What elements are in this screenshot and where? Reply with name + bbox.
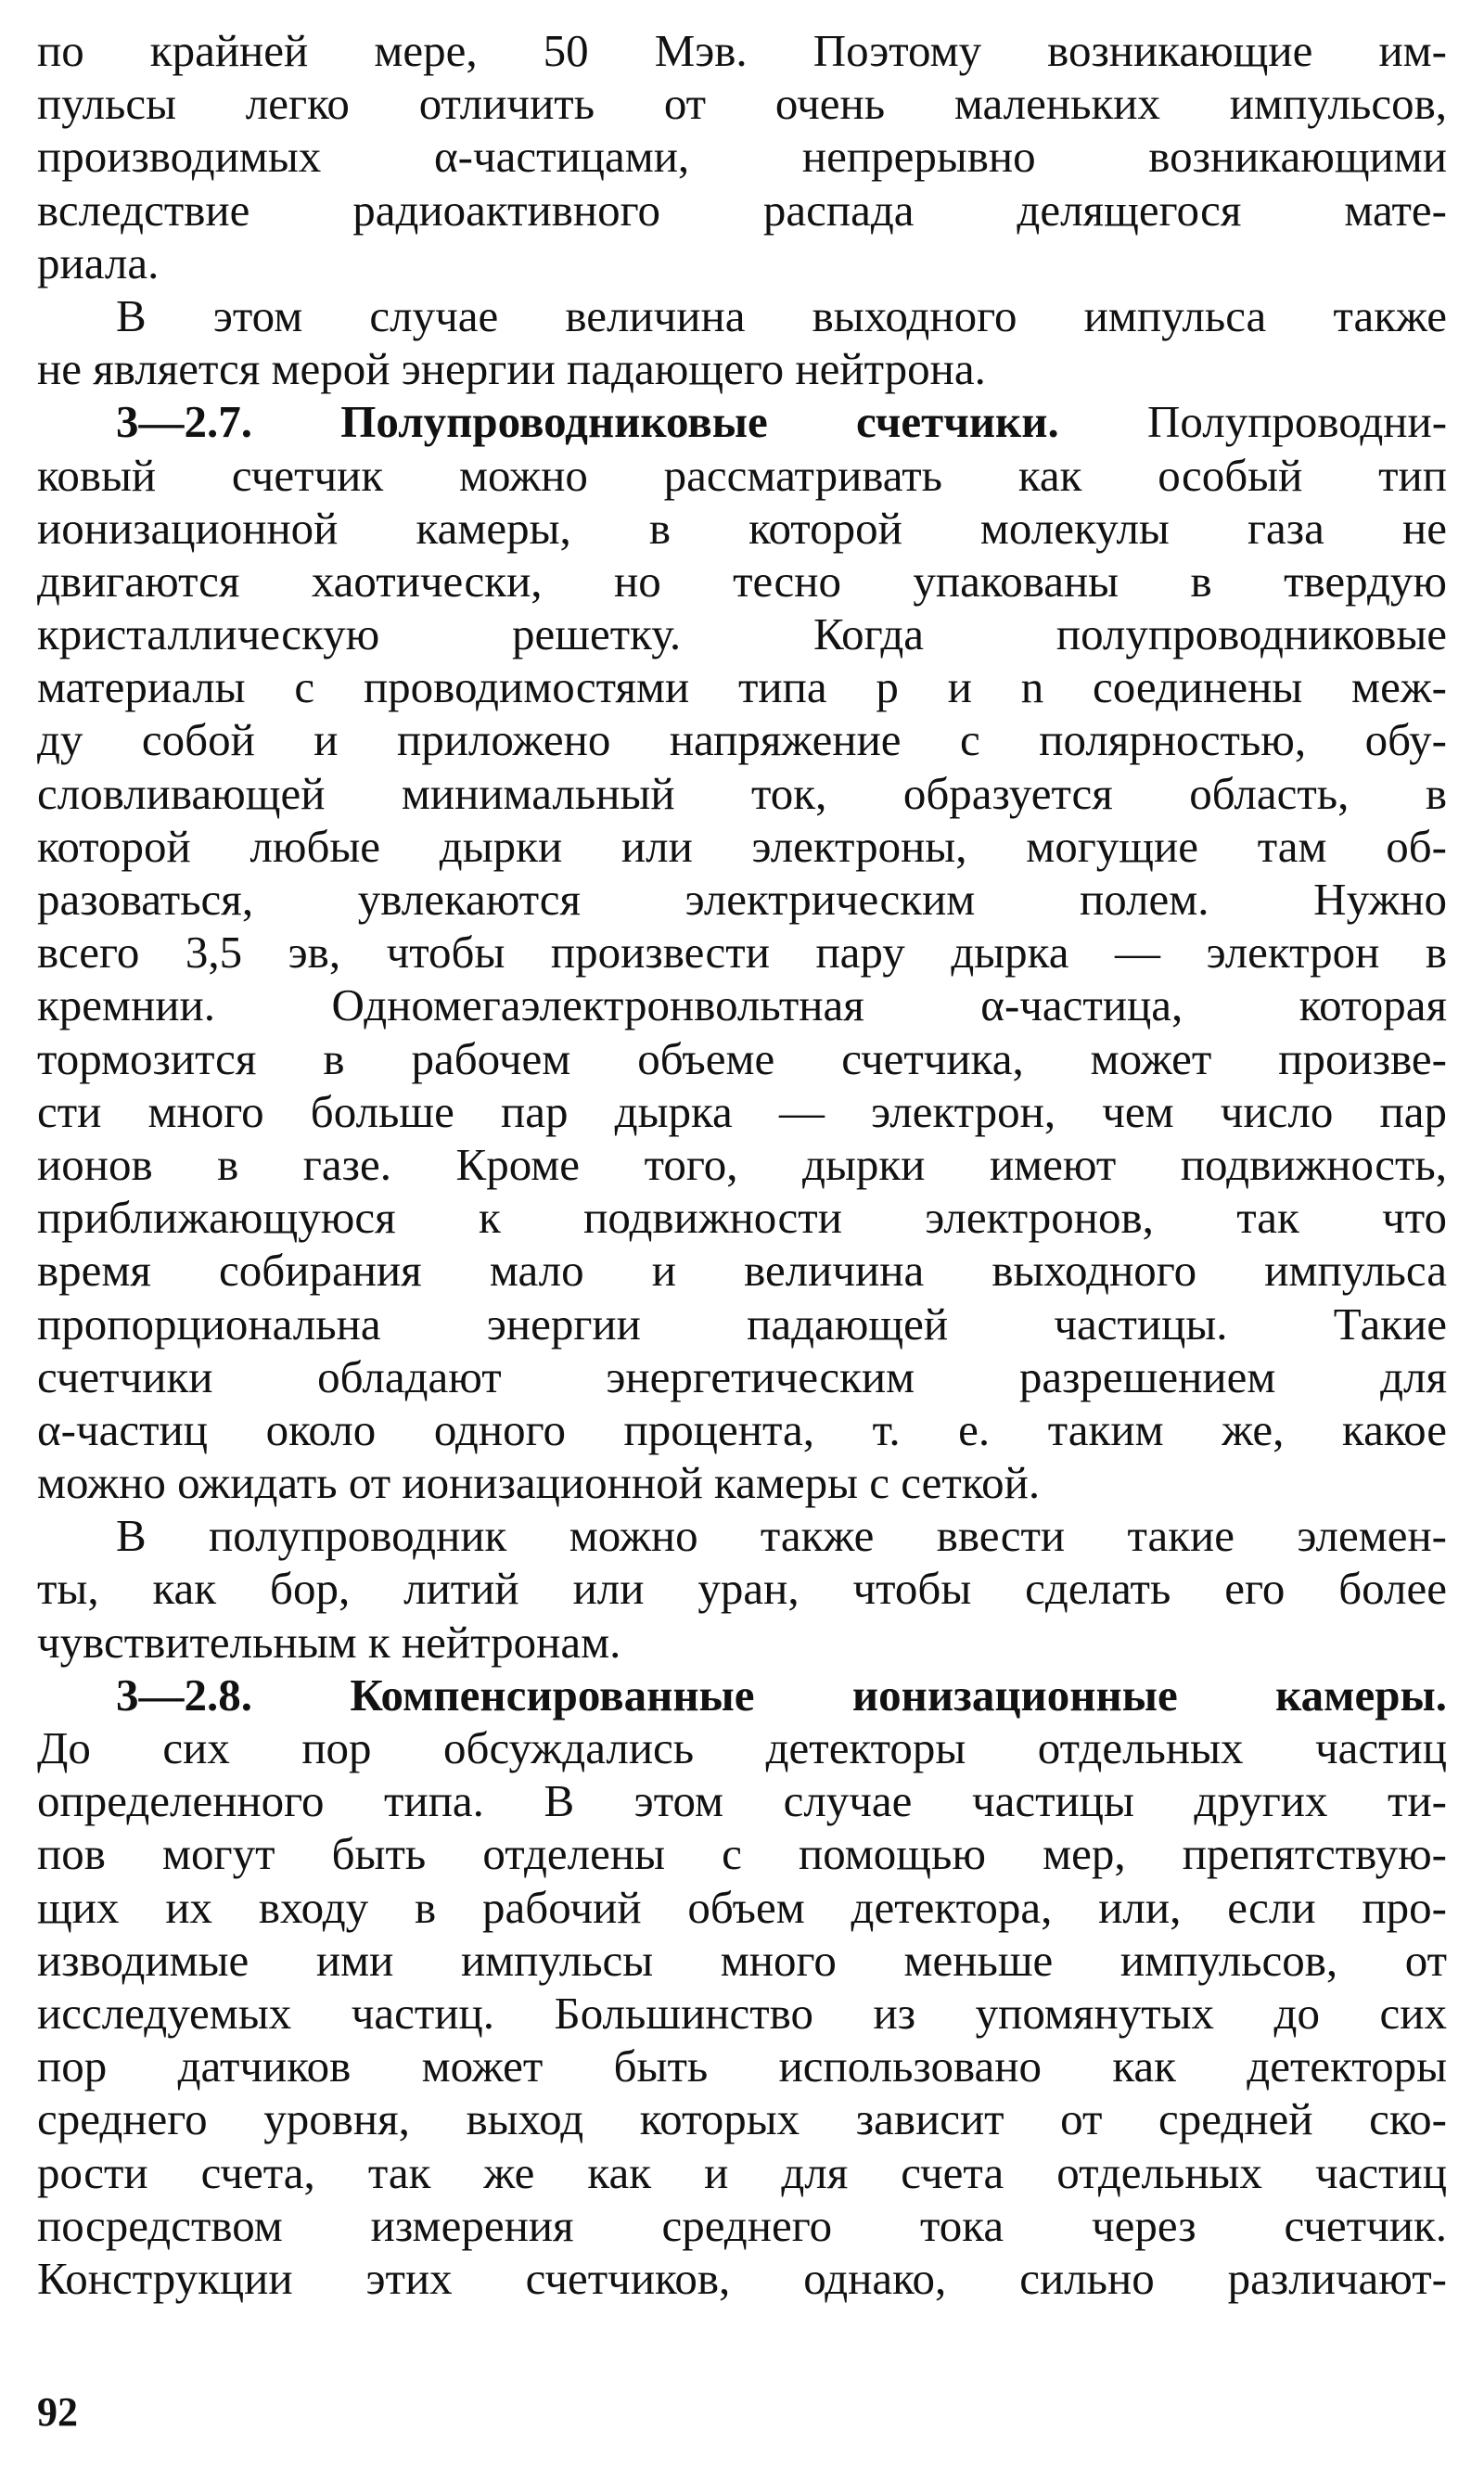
text-line: не является мерой энергии падающего нейтрона. (37, 343, 986, 395)
text-line: сти много больше пар дырка — электрон, чем число пар (37, 1085, 1447, 1137)
text-line: двигаются хаотически, но тесно упакованы в твердую (37, 555, 1447, 607)
text-line (37, 395, 1447, 448)
section-semiconductor-counters (37, 395, 1447, 1509)
text-line: разоваться, увлекаются электрическим полем. Нужно (37, 874, 1447, 925)
text-line: которой любые дырки или электроны, могущие там об- (37, 820, 1447, 872)
text-line: ионизационной камеры, в которой молекулы газа не (37, 502, 1447, 554)
text-line: В полупроводник можно также ввести такие элемен- (116, 1510, 1447, 1562)
text-line: ионов в газе. Кроме того, дырки имеют подвижность, (37, 1138, 1447, 1190)
text-line: можно ожидать от ионизационной камеры с сеткой. (37, 1457, 1041, 1509)
paragraph-output-pulse (37, 289, 1447, 395)
text-line: пор датчиков может быть использовано как детекторы (37, 2040, 1447, 2092)
text-line: материалы с проводимостями типа p и n соединены меж- (37, 661, 1447, 713)
text-line: вследствие радиоактивного распада делящегося мате- (37, 184, 1447, 236)
text-line: рости счета, так же как и для счета отдельных частиц (37, 2146, 1447, 2198)
text-line: всего 3,5 эв, чтобы произвести пару дырка — электрон в (37, 927, 1447, 979)
text-line: риала. (37, 237, 160, 288)
page-number: 92 (37, 2389, 78, 2435)
text-line: ковый счетчик можно рассматривать как особый тип (37, 449, 1447, 501)
text-line: пульсы легко отличить от очень маленьких импульсов, (37, 78, 1447, 130)
section-compensated-chambers (37, 1669, 1447, 2305)
text-line: приближающуюся к подвижности электронов, так что (37, 1192, 1447, 1244)
text-line: В этом случае величина выходного импульса также (116, 289, 1447, 341)
text-line: ду собой и приложено напряжение с полярностью, обу- (37, 714, 1447, 766)
text-line: словливающей минимальный ток, образуется область, в (37, 767, 1447, 819)
text-line: кристаллическую решетку. Когда полупроводниковые (37, 608, 1447, 660)
text-line: среднего уровня, выход которых зависит от средней ско- (37, 2093, 1447, 2145)
text-line: α-частиц около одного процента, т. е. таким же, какое (37, 1403, 1447, 1455)
text-line: щих их входу в рабочий объем детектора, или, если про- (37, 1881, 1447, 1933)
text-line: тормозится в рабочем объеме счетчика, может произве- (37, 1032, 1447, 1084)
text-line: кремнии. Одномегаэлектронвольтная α-частица, которая (37, 979, 1447, 1031)
text-line: исследуемых частиц. Большинство из упомянутых до сих (37, 1987, 1447, 2039)
paragraph-continuation (37, 24, 1447, 289)
text-line: пов могут быть отделены с помощью мер, препятствую- (37, 1828, 1447, 1880)
text-line: по крайней мере, 50 Мэв. Поэтому возникающие им- (37, 25, 1447, 76)
text-line: счетчики обладают энергетическим разрешением для (37, 1350, 1447, 1402)
book-page (37, 24, 1447, 2305)
text-line: пропорциональна энергии падающей частицы. Такие (37, 1298, 1447, 1350)
paragraph-neutron-sensitivity (37, 1509, 1447, 1669)
text-run: Полупроводни- (1147, 396, 1447, 448)
text-line: ты, как бор, литий или уран, чтобы сделать его более (37, 1563, 1447, 1615)
text-line: Конструкции этих счетчиков, однако, сильно различают- (37, 2252, 1447, 2304)
text-line: посредством измерения среднего тока через счетчик. (37, 2199, 1447, 2251)
section-heading: 3—2.8. Компенсированные ионизационные камеры. (116, 1669, 1447, 1721)
text-line: чувствительным к нейтронам. (37, 1616, 621, 1668)
section-heading: 3—2.7. Полупроводниковые счетчики. (116, 396, 1059, 448)
text-line: изводимые ими импульсы много меньше импульсов, от (37, 1934, 1447, 1986)
text-line: До сих пор обсуждались детекторы отдельных частиц (37, 1722, 1447, 1773)
text-line (37, 1669, 1447, 1721)
text-line: время собирания мало и величина выходного импульса (37, 1245, 1447, 1297)
text-line: производимых α-частицами, непрерывно возникающими (37, 131, 1447, 183)
text-line: определенного типа. В этом случае частицы других ти- (37, 1775, 1447, 1827)
